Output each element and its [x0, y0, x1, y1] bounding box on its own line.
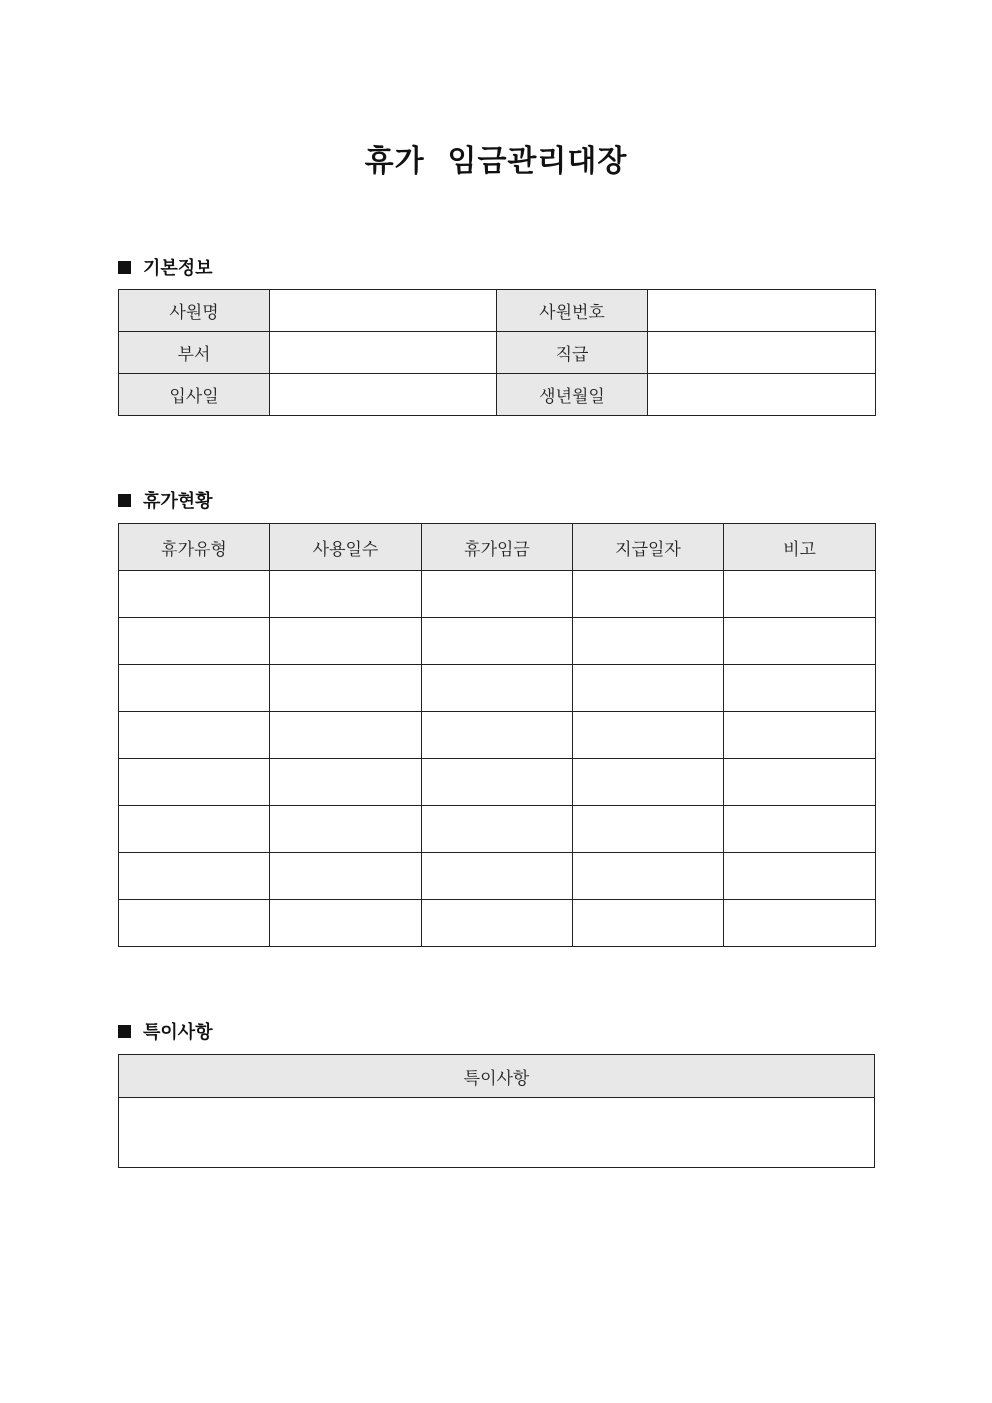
notes-heading: [118, 1018, 213, 1044]
table-cell[interactable]: [270, 665, 422, 712]
table-row: [119, 759, 876, 806]
table-cell[interactable]: [119, 665, 270, 712]
table-cell[interactable]: [119, 900, 270, 947]
table-cell[interactable]: [270, 571, 422, 618]
table-cell[interactable]: [422, 853, 573, 900]
notes-table: [118, 1054, 875, 1168]
table-cell[interactable]: [270, 806, 422, 853]
table-cell[interactable]: [724, 853, 876, 900]
field-value-cell[interactable]: [648, 290, 876, 332]
column-header: 휴가유형: [119, 524, 270, 571]
basic-info-heading: [118, 254, 213, 280]
table-cell[interactable]: [573, 712, 724, 759]
table-cell[interactable]: [724, 900, 876, 947]
field-label: 사원번호: [497, 290, 648, 332]
column-header: 휴가임금: [422, 524, 573, 571]
square-bullet-icon: [118, 1025, 131, 1038]
table-cell[interactable]: [422, 900, 573, 947]
table-row: [119, 806, 876, 853]
table-cell[interactable]: [573, 665, 724, 712]
table-cell[interactable]: [573, 571, 724, 618]
basic-info-heading-text: 기본정보: [143, 258, 213, 279]
field-value-cell[interactable]: [270, 332, 497, 374]
table-row: [119, 712, 876, 759]
table-cell[interactable]: [724, 806, 876, 853]
table-cell[interactable]: [573, 806, 724, 853]
table-header-row: [119, 524, 876, 571]
field-value-cell[interactable]: [648, 374, 876, 416]
table-cell[interactable]: [422, 571, 573, 618]
table-cell[interactable]: [119, 759, 270, 806]
table-row: [119, 618, 876, 665]
table-row: [119, 665, 876, 712]
table-cell[interactable]: [573, 853, 724, 900]
notes-table-header: 특이사항: [119, 1055, 875, 1098]
document-title: 휴가 임금관리대장: [364, 144, 628, 179]
basic-info-row: [119, 332, 876, 374]
table-cell[interactable]: [119, 806, 270, 853]
table-cell[interactable]: [270, 712, 422, 759]
table-cell[interactable]: [270, 618, 422, 665]
field-label: 생년월일: [497, 374, 648, 416]
table-cell[interactable]: [573, 900, 724, 947]
basic-info-row: [119, 290, 876, 332]
table-cell[interactable]: [724, 618, 876, 665]
field-label: 입사일: [119, 374, 270, 416]
table-cell[interactable]: [724, 571, 876, 618]
table-cell[interactable]: [422, 618, 573, 665]
table-cell[interactable]: [573, 759, 724, 806]
table-cell[interactable]: [119, 618, 270, 665]
notes-heading-text: 특이사항: [143, 1022, 213, 1043]
column-header: 비고: [724, 524, 876, 571]
field-value-cell[interactable]: [648, 332, 876, 374]
table-cell[interactable]: [422, 712, 573, 759]
field-label: 사원명: [119, 290, 270, 332]
square-bullet-icon: [118, 494, 131, 507]
table-cell[interactable]: [270, 759, 422, 806]
table-cell[interactable]: [724, 712, 876, 759]
field-label: 부서: [119, 332, 270, 374]
leave-status-heading: [118, 487, 213, 513]
table-cell[interactable]: [119, 712, 270, 759]
field-value-cell[interactable]: [270, 290, 497, 332]
table-row: [119, 900, 876, 947]
field-label: 직급: [497, 332, 648, 374]
column-header: 사용일수: [270, 524, 422, 571]
column-header: 지급일자: [573, 524, 724, 571]
basic-info-table: [118, 289, 876, 416]
leave-status-table: [118, 523, 876, 947]
table-cell[interactable]: [119, 853, 270, 900]
field-value-cell[interactable]: [270, 374, 497, 416]
basic-info-row: [119, 374, 876, 416]
square-bullet-icon: [118, 261, 131, 274]
table-cell[interactable]: [573, 618, 724, 665]
table-cell[interactable]: [724, 665, 876, 712]
table-cell[interactable]: [724, 759, 876, 806]
table-cell[interactable]: [270, 900, 422, 947]
table-cell[interactable]: [422, 759, 573, 806]
leave-status-heading-text: 휴가현황: [143, 491, 213, 512]
table-row: [119, 853, 876, 900]
table-row: [119, 571, 876, 618]
table-cell[interactable]: [422, 806, 573, 853]
notes-content-cell[interactable]: [119, 1098, 875, 1168]
table-cell[interactable]: [422, 665, 573, 712]
table-cell[interactable]: [270, 853, 422, 900]
table-cell[interactable]: [119, 571, 270, 618]
